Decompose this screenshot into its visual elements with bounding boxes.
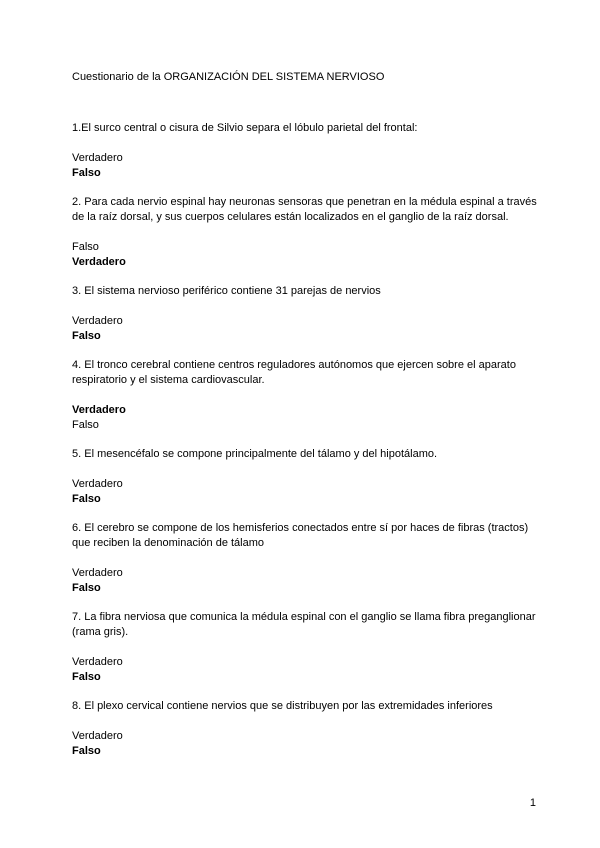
answer-option: Verdadero bbox=[72, 567, 123, 579]
question-text: 1.El surco central o cisura de Silvio separa el lóbulo parietal del frontal: bbox=[72, 122, 418, 134]
answer-options bbox=[72, 151, 542, 181]
question-text: 8. El plexo cervical contiene nervios que se distribuyen por las extremidades inferiores bbox=[72, 700, 493, 712]
page-number: 1 bbox=[529, 797, 536, 809]
question-block-5 bbox=[72, 447, 542, 507]
answer-option: Verdadero bbox=[72, 656, 123, 668]
answer-option: Verdadero bbox=[72, 152, 123, 164]
answer-options bbox=[72, 566, 542, 596]
answer-option: Verdadero bbox=[72, 315, 123, 327]
document-title: Cuestionario de la ORGANIZACIÓN DEL SISTEMA NERVIOSO bbox=[72, 71, 385, 83]
question-text: 3. El sistema nervioso periférico contiene 31 parejas de nervios bbox=[72, 285, 381, 297]
question-block-4 bbox=[72, 358, 542, 433]
document-content bbox=[72, 70, 542, 773]
answer-option-correct: Verdadero bbox=[72, 404, 126, 416]
question-text: 7. La fibra nerviosa que comunica la médula espinal con el ganglio se llama fibra preganglionar (rama gris). bbox=[72, 611, 536, 638]
answer-option-correct: Falso bbox=[72, 671, 101, 683]
answer-options bbox=[72, 729, 542, 759]
question-block-3 bbox=[72, 284, 542, 344]
answer-options bbox=[72, 314, 542, 344]
answer-option: Verdadero bbox=[72, 478, 123, 490]
answer-option-correct: Falso bbox=[72, 582, 101, 594]
question-block-7 bbox=[72, 610, 542, 685]
question-text: 2. Para cada nervio espinal hay neuronas sensoras que penetran en la médula espinal a través de la raíz dorsal, y sus cuerpos celulares están localizados en el ganglio de la raíz dorsal. bbox=[72, 196, 537, 223]
answer-option: Falso bbox=[72, 419, 99, 431]
answer-option-correct: Verdadero bbox=[72, 256, 126, 268]
question-block-6 bbox=[72, 521, 542, 596]
answer-option-correct: Falso bbox=[72, 745, 101, 757]
answer-options bbox=[72, 477, 542, 507]
answer-option: Verdadero bbox=[72, 730, 123, 742]
answer-option-correct: Falso bbox=[72, 493, 101, 505]
question-block-1 bbox=[72, 121, 542, 181]
answer-option-correct: Falso bbox=[72, 330, 101, 342]
answer-options bbox=[72, 655, 542, 685]
question-block-8 bbox=[72, 699, 542, 759]
answer-option-correct: Falso bbox=[72, 167, 101, 179]
answer-options bbox=[72, 240, 542, 270]
question-text: 5. El mesencéfalo se compone principalmente del tálamo y del hipotálamo. bbox=[72, 448, 438, 460]
question-text: 6. El cerebro se compone de los hemisferios conectados entre sí por haces de fibras (tractos) que reciben la denominación de tálamo bbox=[72, 522, 529, 549]
answer-options bbox=[72, 403, 542, 433]
question-block-2 bbox=[72, 195, 542, 270]
question-text: 4. El tronco cerebral contiene centros reguladores autónomos que ejercen sobre el aparato respiratorio y el sistema cardiovascular. bbox=[72, 359, 516, 386]
answer-option: Falso bbox=[72, 241, 99, 253]
